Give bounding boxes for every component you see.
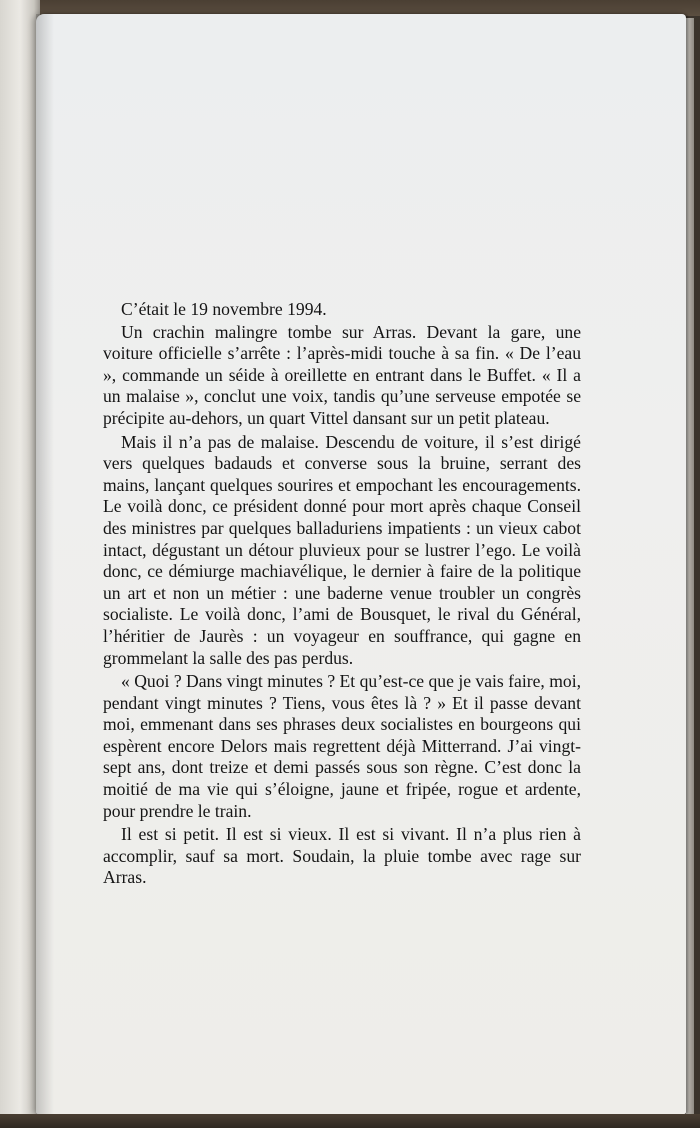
paragraph-portrait: Mais il n’a pas de malaise. Descendu de voiture, il s’est dirigé vers quelques badauds et converse sous la bruine, serrant des mains, lançant quelques sourires et empochant les encouragements. Le voilà donc, ce président donné pour mort après chaque Conseil des ministres par quelques balladuriens impatients : un vieux cabot intact, dégustant un détour pluvieux pour se lustrer l’ego. Le voilà donc, ce démiurge machiavélique, le dernier à faire de la politique un art et non un métier : une baderne venue troubler un congrès socialiste. Le voilà donc, l’ami de Bousquet, le rival du Général, l’héritier de Jaurès : un voyageur en souffrance, qui gagne en grommelant la salle des pas perdus. [103, 431, 581, 668]
left-page-edge [0, 0, 40, 1128]
right-page-stack [686, 18, 694, 1114]
page-gutter-shadow [36, 14, 54, 1114]
page-text [103, 299, 581, 891]
paragraph-closing: Il est si petit. Il est si vieux. Il est si vivant. Il n’a plus rien à accomplir, sauf sa mort. Soudain, la pluie tombe avec rage sur Arras. [103, 824, 581, 888]
paragraph-arrival: Un crachin malingre tombe sur Arras. Devant la gare, une voiture officielle s’arrête : l’après-midi touche à sa fin. « De l’eau », commande un séide à oreillette en entrant dans le Buffet. « Il a un malaise », conclut une voix, tandis qu’une serveuse empotée se précipite au-dehors, un quart Vittel dansant sur un petit plateau. [103, 321, 581, 428]
paragraph-dialogue: « Quoi ? Dans vingt minutes ? Et qu’est-ce que je vais faire, moi, pendant vingt minutes ? Tiens, vous êtes là ? » Et il passe devant moi, emmenant dans ses phrases deux socialistes en bourgeons qui espèrent encore Delors mais regrettent déjà Mitterrand. J’ai vingt-sept ans, dont treize et demi passés sous son règne. C’est donc la moitié de ma vie qui s’éloigne, jaune et fripée, rogue et ardente, pour prendre le train. [103, 671, 581, 821]
date-line: C’était le 19 novembre 1994. [121, 299, 327, 319]
table-surface-bottom [0, 1114, 700, 1128]
